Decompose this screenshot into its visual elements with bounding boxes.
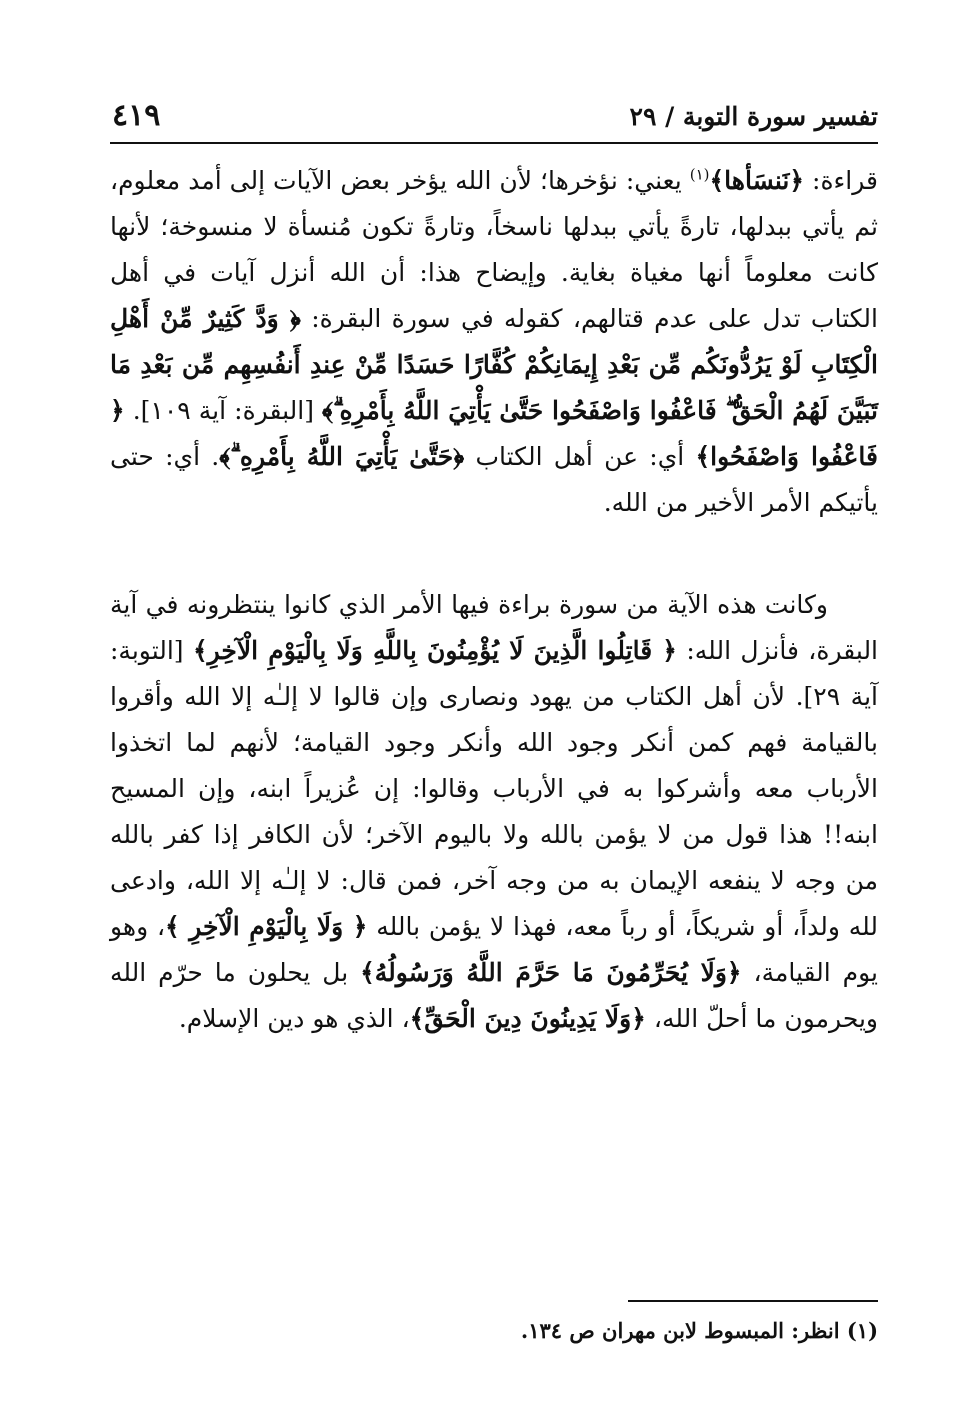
verse-reference: [البقرة: آية ١٠٩]. [124,396,323,425]
page-number: ٤١٩ [112,98,161,133]
quran-quote: ﴿ وَدَّ كَثِيرٌ مِّنْ أَهْلِ الْكِتَابِ لَوْ يَرُدُّونَكُم مِّن بَعْدِ إِيمَانِكُمْ كُفَّارًا حَسَدًا مِّنْ عِندِ أَنفُسِهِم مِّن بَعْدِ مَا تَبَيَّنَ لَهُمُ الْحَقُّ ۖ فَاعْفُوا وَاصْفَحُوا حَتَّىٰ يَأْتِيَ اللَّهُ بِأَمْرِهِ ۗ﴾ [110,304,878,425]
paragraph-2 [110,582,878,1042]
text-run: . أي: حتى يأتيكم الأمر الأخير من الله. [110,442,878,517]
footnote-marker: (١) [689,165,710,184]
quran-quote: ﴿وَلَا يَدِينُونَ دِينَ الْحَقِّ﴾ [409,1004,646,1033]
footnote-divider [628,1300,878,1302]
book-page [110,96,879,1343]
quran-quote: ﴿حَتَّىٰ يَأْتِيَ اللَّهُ بِأَمْرِهِ ۗ﴾ [219,442,465,471]
quran-quote: ﴿وَلَا يُحَرِّمُونَ مَا حَرَّمَ اللَّهُ وَرَسُولُهُ﴾ [360,958,742,987]
quran-quote: ﴿نَنسَأها﴾ [709,166,805,195]
text-run: قراءة: [804,166,879,195]
quran-quote: ﴿ قَاتِلُوا الَّذِينَ لَا يُؤْمِنُونَ بِاللَّهِ وَلَا بِالْيَوْمِ الْآخِرِ﴾ [192,636,677,665]
text-run: وكانت هذه الآية من سورة براءة فيها الأمر الذي كانوا ينتظرونه في آية البقرة، فأنزل الله: [110,590,879,665]
text-run: ، الذي هو دين الإسلام. [178,1004,410,1033]
quran-quote: ﴿ وَلَا بِالْيَوْمِ الْآخِرِ ﴾ [165,912,368,941]
verse-reference: [التوبة: آية ٢٩]. [110,636,878,711]
text-run: يعني: نؤخرها؛ لأن الله يؤخر بعض الآيات إلى أمد معلوم، ثم يأتي ببدلها، تارةً يأتي ببدلها ناسخاً، وتارةً تكون مُنسأة لا منسوخة؛ لأنها كانت معلوماً أنها مغياة بغاية. وإيضاح هذا: أن الله أنزل آيات في أهل الكتاب تدل على عدم قتالهم، كقوله في سورة البقرة: [110,166,878,333]
text-run: بل يحلون ما حرّم الله ويحرمون ما أحلّ الله، [110,958,878,1033]
body-text [110,158,878,1042]
footnote: (١) انظر: المبسوط لابن مهران ص ١٣٤. [520,1318,878,1343]
text-run: أي: عن أهل الكتاب [464,442,696,471]
text-run: ، وهو يوم القيامة، [110,912,878,987]
running-title: تفسير سورة التوبة / ٢٩ [629,102,878,131]
paragraph-1 [110,158,878,526]
running-header [110,96,878,144]
quran-quote: ﴿ فَاعْفُوا وَاصْفَحُوا﴾ [110,396,879,471]
text-run: لأن أهل الكتاب من يهود ونصارى وإن قالوا لا إلـٰه إلا الله وأقروا بالقيامة فهم كمن أنكر وجود الله وأنكر وجود القيامة؛ لأنهم لما اتخذوا الأرباب معه وأشركوا به في الأرباب وقالوا: إن عُزيراً ابنه، وإن المسيح ابنه!! هذا قول من لا يؤمن بالله ولا باليوم الآخر؛ لأن الكافر إذا كفر بالله من وجه لا ينفعه الإيمان به من وجه آخر، فمن قال: لا إلـٰه إلا الله، وادعى لله ولداً، أو شريكاً، أو رباً معه، فهذا لا يؤمن بالله [110,682,878,941]
